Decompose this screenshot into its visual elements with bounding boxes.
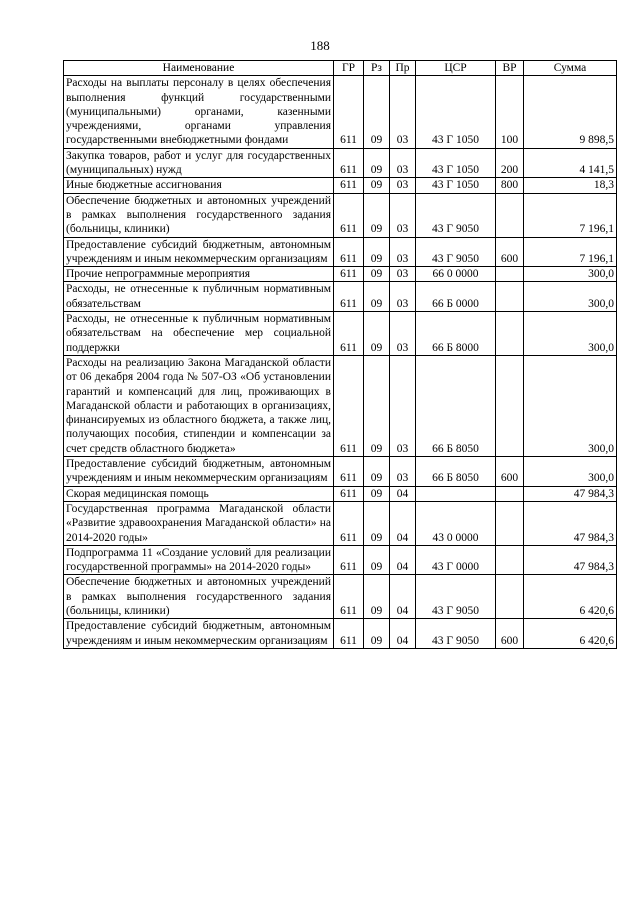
cell-rz: 09 — [364, 355, 390, 456]
cell-sum: 300,0 — [524, 457, 617, 487]
cell-rz: 09 — [364, 267, 390, 282]
cell-pr: 04 — [390, 619, 416, 649]
cell-sum: 47 984,3 — [524, 486, 617, 501]
cell-pr: 03 — [390, 237, 416, 267]
cell-gr: 611 — [334, 457, 364, 487]
column-header-rz: Рз — [364, 61, 390, 76]
cell-name: Обеспечение бюджетных и автономных учреждений в рамках выполнения государственного задания (больницы, клиники) — [64, 575, 334, 619]
cell-pr: 03 — [390, 457, 416, 487]
cell-sum: 6 420,6 — [524, 575, 617, 619]
table-row — [64, 457, 617, 487]
cell-name: Расходы, не отнесенные к публичным нормативным обязательствам на обеспечение мер социальной поддержки — [64, 312, 334, 356]
column-header-pr: Пр — [390, 61, 416, 76]
cell-vr — [496, 282, 524, 312]
budget-table — [63, 60, 617, 649]
table-row — [64, 76, 617, 148]
cell-pr: 03 — [390, 355, 416, 456]
cell-pr: 03 — [390, 312, 416, 356]
page-number: 188 — [310, 38, 330, 53]
cell-vr — [496, 545, 524, 575]
cell-sum: 300,0 — [524, 267, 617, 282]
cell-rz: 09 — [364, 457, 390, 487]
cell-pr: 03 — [390, 282, 416, 312]
cell-csr: 43 Г 9050 — [416, 193, 496, 237]
table-row — [64, 501, 617, 545]
table-row — [64, 267, 617, 282]
cell-rz: 09 — [364, 237, 390, 267]
cell-csr: 66 Б 8050 — [416, 457, 496, 487]
cell-sum: 7 196,1 — [524, 237, 617, 267]
cell-csr: 43 Г 9050 — [416, 619, 496, 649]
cell-pr: 03 — [390, 193, 416, 237]
cell-sum: 18,3 — [524, 178, 617, 193]
cell-rz: 09 — [364, 501, 390, 545]
cell-vr — [496, 267, 524, 282]
table-row — [64, 282, 617, 312]
cell-csr: 66 0 0000 — [416, 267, 496, 282]
cell-rz: 09 — [364, 76, 390, 148]
cell-rz: 09 — [364, 193, 390, 237]
cell-vr: 600 — [496, 457, 524, 487]
cell-gr: 611 — [334, 486, 364, 501]
cell-sum: 47 984,3 — [524, 501, 617, 545]
table-row — [64, 355, 617, 456]
cell-gr: 611 — [334, 148, 364, 178]
table-header-row — [64, 61, 617, 76]
cell-vr — [496, 355, 524, 456]
cell-rz: 09 — [364, 178, 390, 193]
table-row — [64, 575, 617, 619]
cell-pr: 04 — [390, 501, 416, 545]
cell-sum: 300,0 — [524, 282, 617, 312]
cell-sum: 4 141,5 — [524, 148, 617, 178]
cell-rz: 09 — [364, 148, 390, 178]
table-row — [64, 545, 617, 575]
cell-gr: 611 — [334, 545, 364, 575]
table-row — [64, 312, 617, 356]
cell-csr — [416, 486, 496, 501]
table-row — [64, 193, 617, 237]
cell-name: Расходы, не отнесенные к публичным нормативным обязательствам — [64, 282, 334, 312]
cell-name: Предоставление субсидий бюджетным, автономным учреждениям и иным некоммерческим организациям — [64, 619, 334, 649]
table-row — [64, 486, 617, 501]
cell-name: Государственная программа Магаданской области «Развитие здравоохранения Магаданской области» на 2014-2020 годы» — [64, 501, 334, 545]
cell-rz: 09 — [364, 545, 390, 575]
cell-rz: 09 — [364, 312, 390, 356]
cell-rz: 09 — [364, 486, 390, 501]
cell-rz: 09 — [364, 282, 390, 312]
column-header-vr: ВР — [496, 61, 524, 76]
table-row — [64, 619, 617, 649]
cell-gr: 611 — [334, 619, 364, 649]
cell-csr: 43 Г 1050 — [416, 76, 496, 148]
cell-name: Закупка товаров, работ и услуг для государственных (муниципальных) нужд — [64, 148, 334, 178]
cell-vr — [496, 575, 524, 619]
cell-vr: 600 — [496, 237, 524, 267]
cell-gr: 611 — [334, 355, 364, 456]
cell-name: Расходы на выплаты персоналу в целях обеспечения выполнения функций государственными (муниципальными) органами, казенными учреждениями, органами управления государственными внебюджетными фондами — [64, 76, 334, 148]
cell-vr — [496, 312, 524, 356]
cell-sum: 7 196,1 — [524, 193, 617, 237]
cell-pr: 04 — [390, 545, 416, 575]
cell-name: Подпрограмма 11 «Создание условий для реализации государственной программы» на 2014-2020 годы» — [64, 545, 334, 575]
cell-gr: 611 — [334, 575, 364, 619]
cell-csr: 66 Б 8050 — [416, 355, 496, 456]
cell-name: Иные бюджетные ассигнования — [64, 178, 334, 193]
column-header-csr: ЦСР — [416, 61, 496, 76]
column-header-name: Наименование — [64, 61, 334, 76]
cell-name: Предоставление субсидий бюджетным, автономным учреждениям и иным некоммерческим организациям — [64, 237, 334, 267]
cell-rz: 09 — [364, 575, 390, 619]
cell-name: Скорая медицинская помощь — [64, 486, 334, 501]
cell-vr: 200 — [496, 148, 524, 178]
cell-name: Прочие непрограммные мероприятия — [64, 267, 334, 282]
cell-csr: 43 Г 1050 — [416, 148, 496, 178]
cell-pr: 04 — [390, 486, 416, 501]
cell-gr: 611 — [334, 312, 364, 356]
cell-csr: 43 Г 9050 — [416, 237, 496, 267]
cell-vr — [496, 501, 524, 545]
cell-sum: 47 984,3 — [524, 545, 617, 575]
cell-name: Обеспечение бюджетных и автономных учреждений в рамках выполнения государственного задания (больницы, клиники) — [64, 193, 334, 237]
cell-gr: 611 — [334, 76, 364, 148]
cell-vr: 600 — [496, 619, 524, 649]
cell-vr: 100 — [496, 76, 524, 148]
cell-gr: 611 — [334, 267, 364, 282]
cell-csr: 66 Б 8000 — [416, 312, 496, 356]
cell-name: Предоставление субсидий бюджетным, автономным учреждениям и иным некоммерческим организациям — [64, 457, 334, 487]
cell-pr: 04 — [390, 575, 416, 619]
cell-gr: 611 — [334, 193, 364, 237]
cell-sum: 300,0 — [524, 312, 617, 356]
cell-sum: 9 898,5 — [524, 76, 617, 148]
cell-rz: 09 — [364, 619, 390, 649]
table-row — [64, 178, 617, 193]
cell-csr: 43 Г 9050 — [416, 575, 496, 619]
cell-pr: 03 — [390, 148, 416, 178]
cell-name: Расходы на реализацию Закона Магаданской области от 06 декабря 2004 года № 507-ОЗ «Об установлении гарантий и компенсаций для лиц, проживающих в Магаданской области и работающих в организациях, финансируемых из областного бюджета, а также лиц, получающих пособия, стипендии и компенсации за счет средств областного бюджета» — [64, 355, 334, 456]
cell-csr: 43 0 0000 — [416, 501, 496, 545]
table-row — [64, 237, 617, 267]
table-row — [64, 148, 617, 178]
cell-gr: 611 — [334, 178, 364, 193]
cell-vr: 800 — [496, 178, 524, 193]
cell-pr: 03 — [390, 178, 416, 193]
cell-gr: 611 — [334, 282, 364, 312]
cell-vr — [496, 486, 524, 501]
cell-pr: 03 — [390, 267, 416, 282]
cell-gr: 611 — [334, 501, 364, 545]
cell-csr: 43 Г 1050 — [416, 178, 496, 193]
cell-csr: 66 Б 0000 — [416, 282, 496, 312]
cell-gr: 611 — [334, 237, 364, 267]
column-header-sum: Сумма — [524, 61, 617, 76]
cell-vr — [496, 193, 524, 237]
cell-pr: 03 — [390, 76, 416, 148]
cell-csr: 43 Г 0000 — [416, 545, 496, 575]
cell-sum: 300,0 — [524, 355, 617, 456]
cell-sum: 6 420,6 — [524, 619, 617, 649]
column-header-gr: ГР — [334, 61, 364, 76]
